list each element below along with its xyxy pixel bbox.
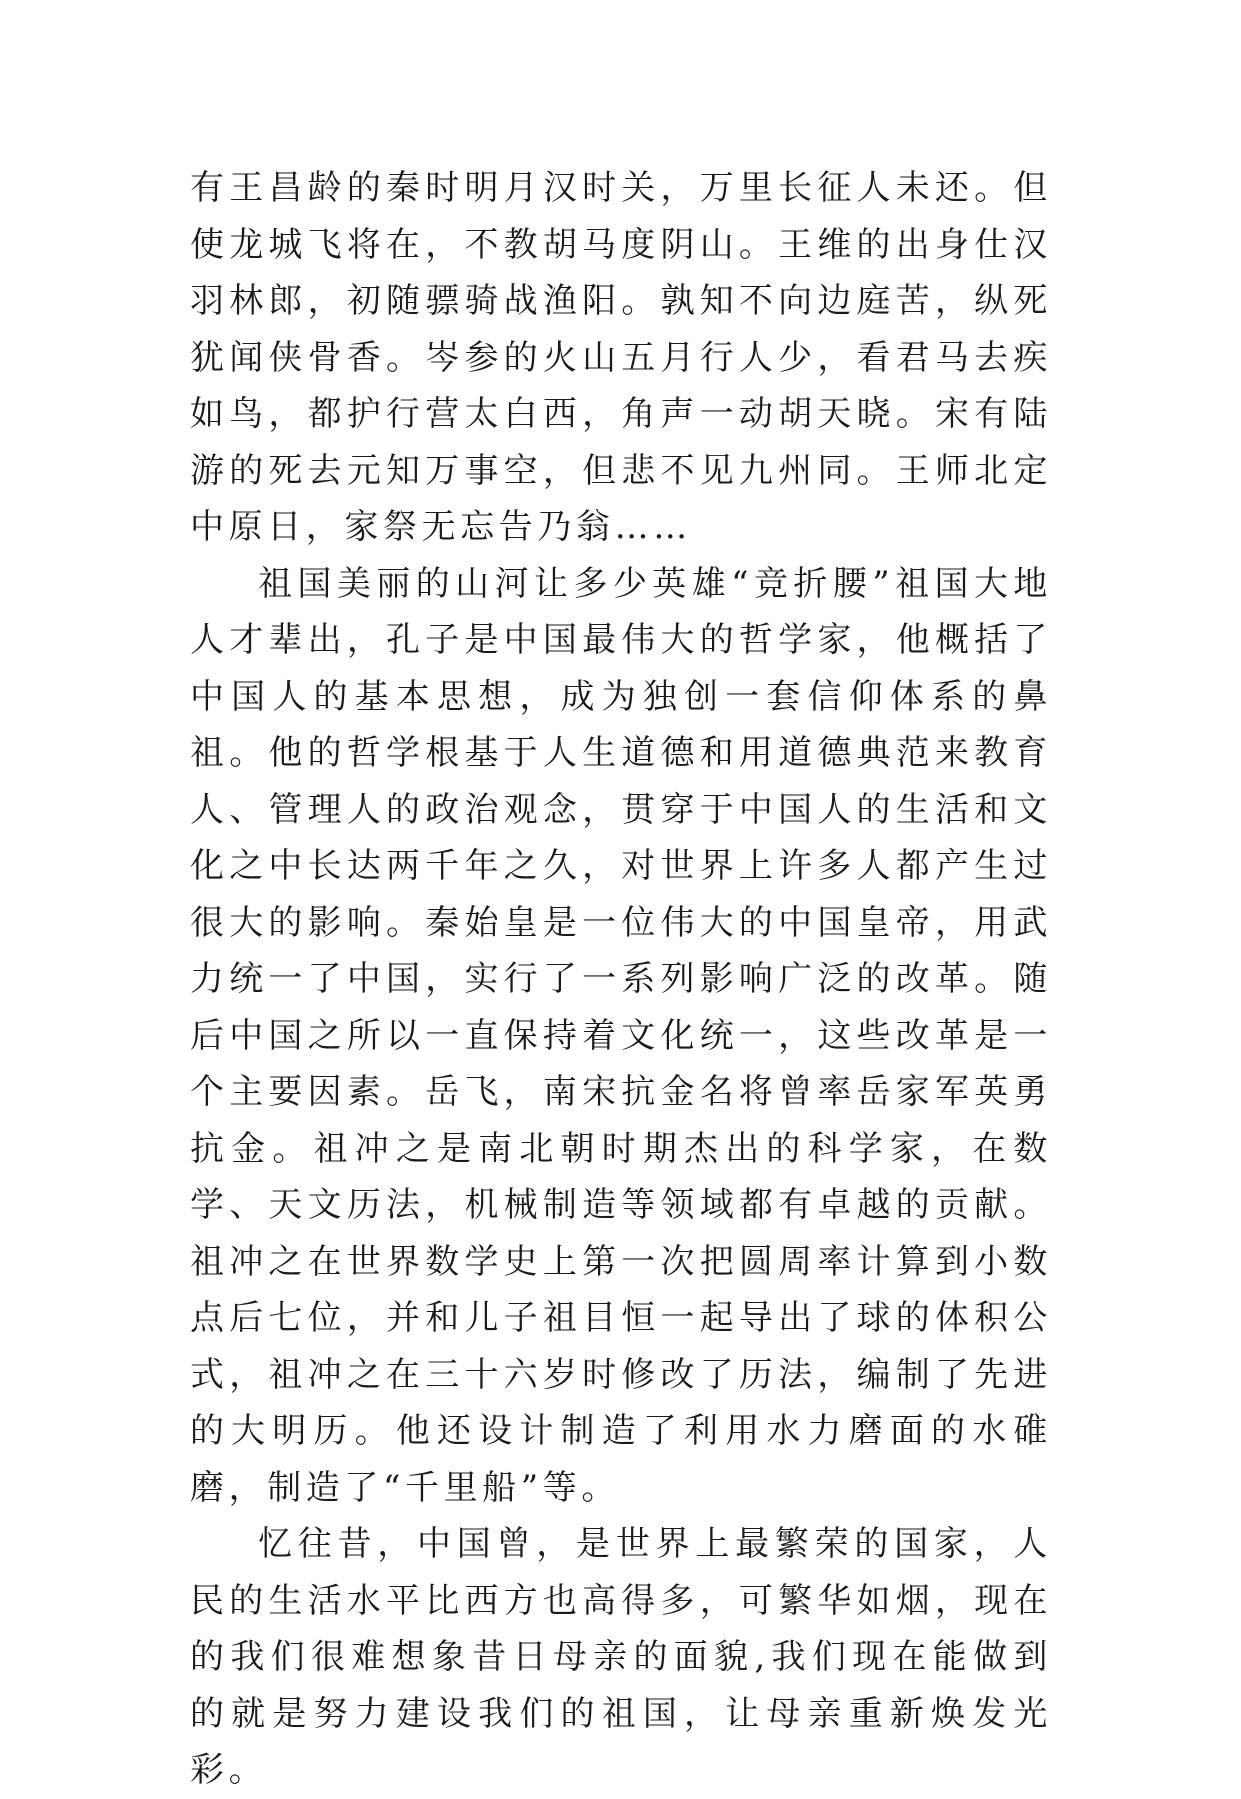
paragraph-poets: 有王昌龄的秦时明月汉时关，万里长征人未还。但使龙城飞将在，不教胡马度阴山。王维的出身仕汉羽林郎，初随骠骑战渔阳。孰知不向边庭苦，纵死犹闻侠骨香。岑参的火山五月行人少，看君马去疾如鸟，都护行营太白西，角声一动胡天晓。宋有陆游的死去元知万事空，但悲不见九州同。王师北定中原日，家祭无忘告乃翁……: [190, 168, 1052, 547]
paragraph-heroes: 祖国美丽的山河让多少英雄“竞折腰”祖国大地人才辈出，孔子是中国最伟大的哲学家，他概括了中国人的基本思想，成为独创一套信仰体系的鼻祖。他的哲学根基于人生道德和用道德典范来教育人、管理人的政治观念，贯穿于中国人的生活和文化之中长达两千年之久，对世界上许多人都产生过很大的影响。秦始皇是一位伟大的中国皇帝，用武力统一了中国，实行了一系列影响广泛的改革。随后中国之所以一直保持着文化统一，这些改革是一个主要因素。岳飞，南宋抗金名将曾率岳家军英勇抗金。祖冲之是南北朝时期杰出的科学家，在数学、天文历法，机械制造等领域都有卓越的贡献。祖冲之在世界数学史上第一次把圆周率计算到小数点后七位，并和儿子祖目恒一起导出了球的体积公式，祖冲之在三十六岁时修改了历法，编制了先进的大明历。他还设计制造了利用水力磨面的水碓磨，制造了“千里船”等。: [190, 563, 1052, 1508]
document-body: [190, 160, 1052, 1799]
paragraph-conclusion: 忆往昔，中国曾，是世界上最繁荣的国家，人民的生活水平比西方也高得多，可繁华如烟，现在的我们很难想象昔日母亲的面貌,我们现在能做到的就是努力建设我们的祖国，让母亲重新焕发光彩。: [190, 1524, 1052, 1790]
